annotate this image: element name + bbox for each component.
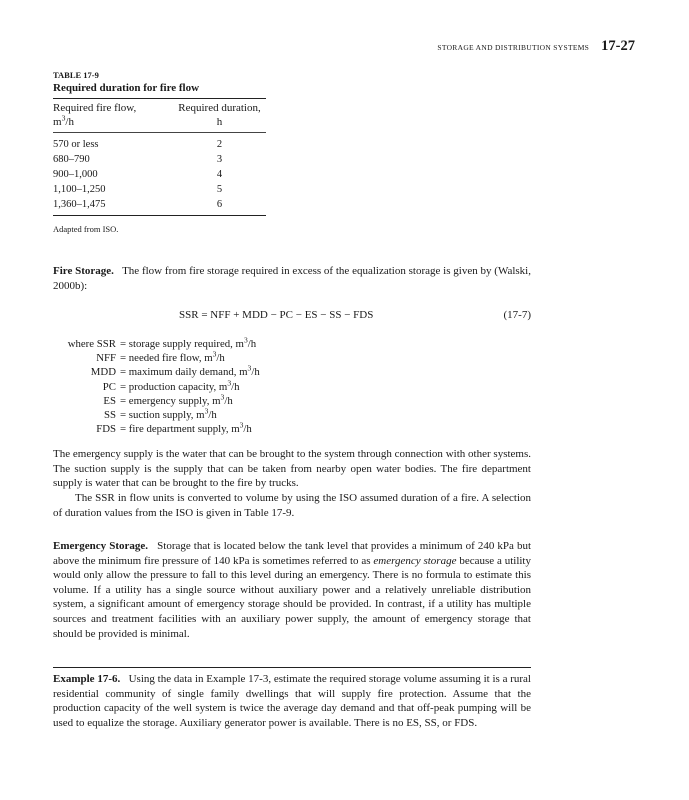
equation-number: (17-7) <box>503 309 531 321</box>
definition-symbol: FDS <box>96 423 116 436</box>
table-header-duration: Required duration, h <box>178 102 261 128</box>
emergency-storage-term: emergency storage <box>373 554 457 567</box>
table-row <box>53 152 266 167</box>
definition-text: = maximum daily demand, $m^3/h$ <box>120 363 260 379</box>
fire-storage-para-2: The SSR in flow units is converted to volume by using the ISO assumed duration of a fire. A selection of duration values from the ISO is given in Table 17-9. <box>53 492 531 519</box>
definition-text: = fire department supply, $m^3/h$ <box>120 420 252 436</box>
definition-symbol: SS <box>103 409 116 422</box>
definition-row <box>53 408 260 422</box>
emergency-storage-heading: Emergency Storage. <box>53 540 148 552</box>
definition-row <box>53 422 260 436</box>
table-row <box>53 137 266 152</box>
running-head <box>437 38 635 55</box>
definition-symbol: ES <box>103 394 116 407</box>
definition-text: = suction supply, $m^3/h$ <box>120 406 217 422</box>
definition-symbol: MDD <box>90 366 116 379</box>
table-cell-flow: 1,360–1,475 <box>53 199 106 210</box>
definition-text: = needed fire flow, $m^3/h$ <box>120 349 225 365</box>
table-header <box>53 99 266 132</box>
table-title: Required duration for fire flow <box>53 82 200 94</box>
fire-storage-text: The flow from fire storage required in excess of the equalization storage is given by (Walski, 2000b): <box>53 265 531 292</box>
fire-storage-para-1: The emergency supply is the water that can be brought to the system through connection with other systems. The suction supply is the supply that can be taken from nearby open water bodies. The fire department supply is water that can be brought to the fire by trucks. <box>53 448 531 490</box>
definition-text: = production capacity, $m^3/h$ <box>120 378 240 393</box>
definition-text: = storage supply required, $m^3/h$ <box>120 335 257 350</box>
table-cell-duration: 3 <box>216 154 223 165</box>
emergency-storage-section: Emergency Storage. Storage that is located below the tank level that provides a minimum of 240 kPa but above the minimum fire pressure of 140 kPa is sometimes referred to as emergency storage because a utility would only allow the pressure to fall to this level during an emergency. There is no formula to estimate this volume. If a utility has a single source without auxiliary power and a relatively unreliable distribution system, a significant amount of emergency storage should be provided. In contrast, if a utility has multiple sources and treatment facilities with an auxiliary power supply, the amount of emergency storage that should be provided is minimal. <box>53 540 531 640</box>
definition-symbol: where SSR <box>67 338 116 350</box>
section-title: STORAGE AND DISTRIBUTION SYSTEMS <box>437 43 590 52</box>
definition-row <box>53 351 260 365</box>
definition-row <box>53 394 260 408</box>
table-cell-duration: 2 <box>216 139 223 150</box>
page-number: 17-27 <box>601 38 635 54</box>
table-row <box>53 182 266 197</box>
table-row <box>53 197 266 212</box>
example-heading: Example 17-6. <box>53 673 121 685</box>
table-cell-flow: 680–790 <box>53 154 90 165</box>
table-17-9 <box>53 70 266 234</box>
definitions-list <box>53 337 260 436</box>
example-rule <box>53 667 531 668</box>
table-header-flow: Required fire flow, $m^3/h$ <box>53 102 137 128</box>
table-cell-flow: 570 or less <box>53 139 99 150</box>
definition-symbol: PC <box>102 380 116 393</box>
where-label: where <box>67 338 95 350</box>
table-cell-duration: 4 <box>216 169 223 180</box>
equation-text: SSR = NFF + MDD − PC − ES − SS − FDS <box>179 309 374 321</box>
table-source-note: Adapted from ISO. <box>53 224 119 234</box>
definition-row <box>53 337 260 351</box>
fire-storage-heading: Fire Storage. <box>53 265 114 277</box>
example-17-6: Example 17-6. Using the data in Example 17-3, estimate the required storage volume assuming it is a rural residential community of single family dwellings that will supply fire protection. Assume that the production capacity of the well system is twice the average day demand and that off-peak pumping will be used to equalize the storage. Auxiliary generator power is available. There is no ES, SS, or FDS. <box>53 673 531 729</box>
definition-row <box>53 380 260 394</box>
table-cell-flow: 1,100–1,250 <box>53 184 106 195</box>
table-cell-duration: 6 <box>216 199 223 210</box>
table-cell-duration: 5 <box>216 184 223 195</box>
definition-symbol: NFF <box>96 352 116 365</box>
table-bottom-rule <box>53 215 266 216</box>
fire-storage-intro <box>53 264 531 293</box>
definition-text: = emergency supply, $m^3/h$ <box>120 392 233 407</box>
table-body <box>53 133 266 215</box>
table-row <box>53 167 266 182</box>
table-cell-flow: 900–1,000 <box>53 169 98 180</box>
table-label: TABLE 17-9 <box>53 70 99 80</box>
